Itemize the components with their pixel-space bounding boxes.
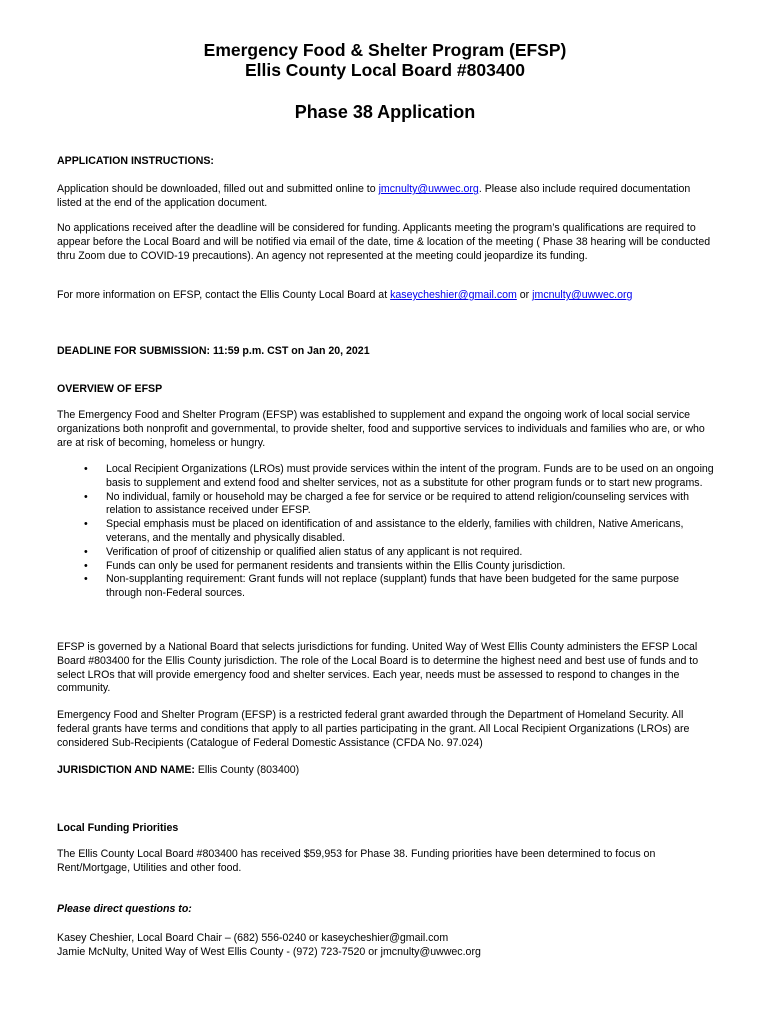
priorities-heading: Local Funding Priorities	[57, 822, 179, 834]
program-rules-list	[57, 463, 717, 601]
list-item	[57, 560, 717, 574]
contact-united-way: Jamie McNulty, United Way of West Ellis County - (972) 723-7520 or jmcnulty@uwwec.org	[57, 946, 481, 958]
bullet-text: Local Recipient Organizations (LROs) must provide services within the intent of the program. Funds are to be used on an ongoing basis to supplement and extend food and shelter services, not as a substitute for other program funds or to start new programs.	[106, 463, 714, 489]
instructions-p1-text: Application should be downloaded, filled out and submitted online to	[57, 183, 379, 195]
overview-intro: The Emergency Food and Shelter Program (EFSP) was established to supplement and expand the ongoing work of local social service organizations both nonprofit and governmental, to provide shelter, food and supportive services to individuals and families who are, or who are at risk of becoming, homeless or hungry.	[57, 409, 705, 449]
governance-paragraph: EFSP is governed by a National Board that selects jurisdictions for funding. United Way of West Ellis County administers the EFSP Local Board #803400 for the Ellis County jurisdiction. The role of the Local Board is to determine the highest need and best use of funds and to select LROs that will provide emergency food and shelter services. Each year, needs must be assessed to respond to changes in the community.	[57, 641, 699, 695]
deadline-text: DEADLINE FOR SUBMISSION: 11:59 p.m. CST on Jan 20, 2021	[57, 345, 370, 357]
phase-title: Phase 38 Application	[294, 102, 476, 122]
submission-email-link[interactable]: jmcnulty@uwwec.org	[378, 183, 479, 195]
instructions-paragraph-2: No applications received after the deadline will be considered for funding. Applicants meeting the program’s qualifications are required to appear before the Local Board and will be notified via email of the date, time & location of the meeting ( Phase 38 hearing will be conducted thru Zoom due to COVID-19 precautions). An agency not represented at the meeting could jeopardize its funding.	[57, 222, 711, 262]
questions-heading: Please direct questions to:	[57, 903, 192, 915]
bullet-icon: •	[84, 573, 88, 586]
bullet-icon: •	[84, 545, 88, 558]
overview-heading: OVERVIEW OF EFSP	[57, 383, 163, 395]
bullet-icon: •	[84, 463, 88, 475]
bullet-icon: •	[84, 490, 88, 503]
bullet-text: Verification of proof of citizenship or qualified alien status of any applicant is not required.	[106, 545, 523, 558]
admin-email-link[interactable]: jmcnulty@uwwec.org	[532, 289, 633, 301]
list-item	[57, 463, 717, 491]
list-item	[57, 546, 717, 560]
bullet-text: Special emphasis must be placed on identification of and assistance to the elderly, families with children, Native Americans, veterans, and the mentally and physically disabled.	[106, 518, 684, 544]
board-chair-email-link[interactable]: kaseycheshier@gmail.com	[390, 289, 517, 301]
bullet-icon: •	[84, 559, 88, 572]
bullet-text: Funds can only be used for permanent residents and transients within the Ellis County jurisdiction.	[106, 559, 566, 572]
board-title: Ellis County Local Board #803400	[244, 60, 526, 80]
bullet-text: Non-supplanting requirement: Grant funds will not replace (supplant) funds that have been budgeted for the same purpose through non-Federal sources.	[106, 573, 680, 600]
instructions-paragraph-3	[57, 289, 717, 303]
list-item	[57, 573, 717, 601]
federal-grant-paragraph: Emergency Food and Shelter Program (EFSP) is a restricted federal grant awarded through the Department of Homeland Security. All federal grants have terms and conditions that apply to all parties participating in the grant. All Local Recipient Organizations (LROs) are considered Sub-Recipients (Catalogue of Federal Domestic Assistance (CFDA No. 97.024)	[57, 709, 690, 749]
instructions-p3-or: or	[516, 289, 533, 301]
instructions-paragraph-1	[57, 183, 717, 211]
program-title: Emergency Food & Shelter Program (EFSP)	[203, 40, 567, 60]
list-item	[57, 491, 717, 519]
list-item	[57, 518, 717, 546]
bullet-text: No individual, family or household may be charged a fee for service or be required to attend religion/counseling services with relation to assistance received under EFSP.	[106, 490, 689, 517]
jurisdiction-label: JURISDICTION AND NAME:	[57, 764, 195, 776]
jurisdiction-value: Ellis County (803400)	[194, 764, 300, 776]
priorities-text: The Ellis County Local Board #803400 has received $59,953 for Phase 38. Funding priorities have been determined to focus on Rent/Mortgage, Utilities and other food.	[57, 848, 656, 874]
bullet-icon: •	[84, 518, 88, 531]
jurisdiction-line	[57, 764, 717, 778]
instructions-p1-text-after: . Please also include required documentation listed at the end of the application document.	[57, 183, 691, 209]
instructions-heading: APPLICATION INSTRUCTIONS:	[57, 155, 214, 167]
contact-chair: Kasey Cheshier, Local Board Chair – (682) 556-0240 or kaseycheshier@gmail.com	[57, 932, 449, 944]
instructions-p3-text: For more information on EFSP, contact the Ellis County Local Board at	[57, 289, 391, 301]
